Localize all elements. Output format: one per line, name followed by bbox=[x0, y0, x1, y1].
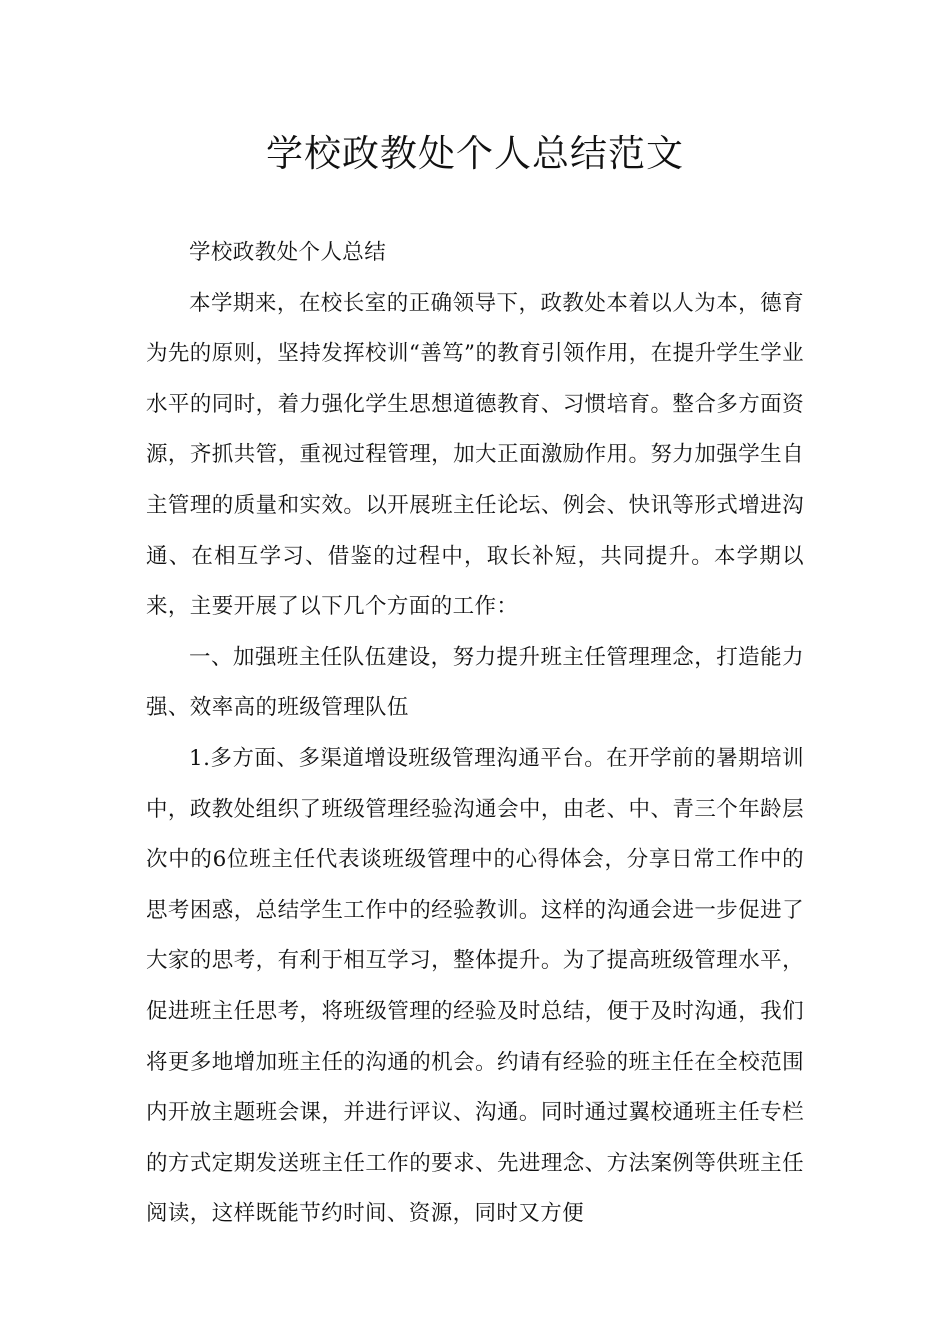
paragraph-intro: 本学期来，在校长室的正确领导下，政教处本着以人为本，德育为先的原则，坚持发挥校训“善笃”的教育引领作用，在提升学生学业水平的同时，着力强化学生思想道德教育、习惯培育。整合多方面资源，齐抓共管，重视过程管理，加大正面激励作用。努力加强学生自主管理的质量和实效。以开展班主任论坛、例会、快讯等形式增进沟通、在相互学习、借鉴的过程中，取长补短，共同提升。本学期以来，主要开展了以下几个方面的工作： bbox=[146, 290, 804, 620]
paragraph-section-heading: 一、加强班主任队伍建设，努力提升班主任管理理念，打造能力强、效率高的班级管理队伍 bbox=[146, 644, 804, 721]
document-body bbox=[146, 228, 804, 1240]
paragraph-subtitle: 学校政教处个人总结 bbox=[189, 240, 387, 265]
paragraph-item-1: 1.多方面、多渠道增设班级管理沟通平台。在开学前的暑期培训中，政教处组织了班级管理经验沟通会中，由老、中、青三个年龄层次中的6位班主任代表谈班级管理中的心得体会，分享日常工作中的思考困惑，总结学生工作中的经验教训。这样的沟通会进一步促进了大家的思考，有利于相互学习，整体提升。为了提高班级管理水平，促进班主任思考，将班级管理的经验及时总结，便于及时沟通，我们将更多地增加班主任的沟通的机会。约请有经验的班主任在全校范围内开放主题班会课，并进行评议、沟通。同时通过翼校通班主任专栏的方式定期发送班主任工作的要求、先进理念、方法案例等供班主任阅读，这样既能节约时间、资源，同时又方便 bbox=[146, 745, 804, 1227]
document-title: 学校政教处个人总结范文 bbox=[266, 132, 684, 175]
